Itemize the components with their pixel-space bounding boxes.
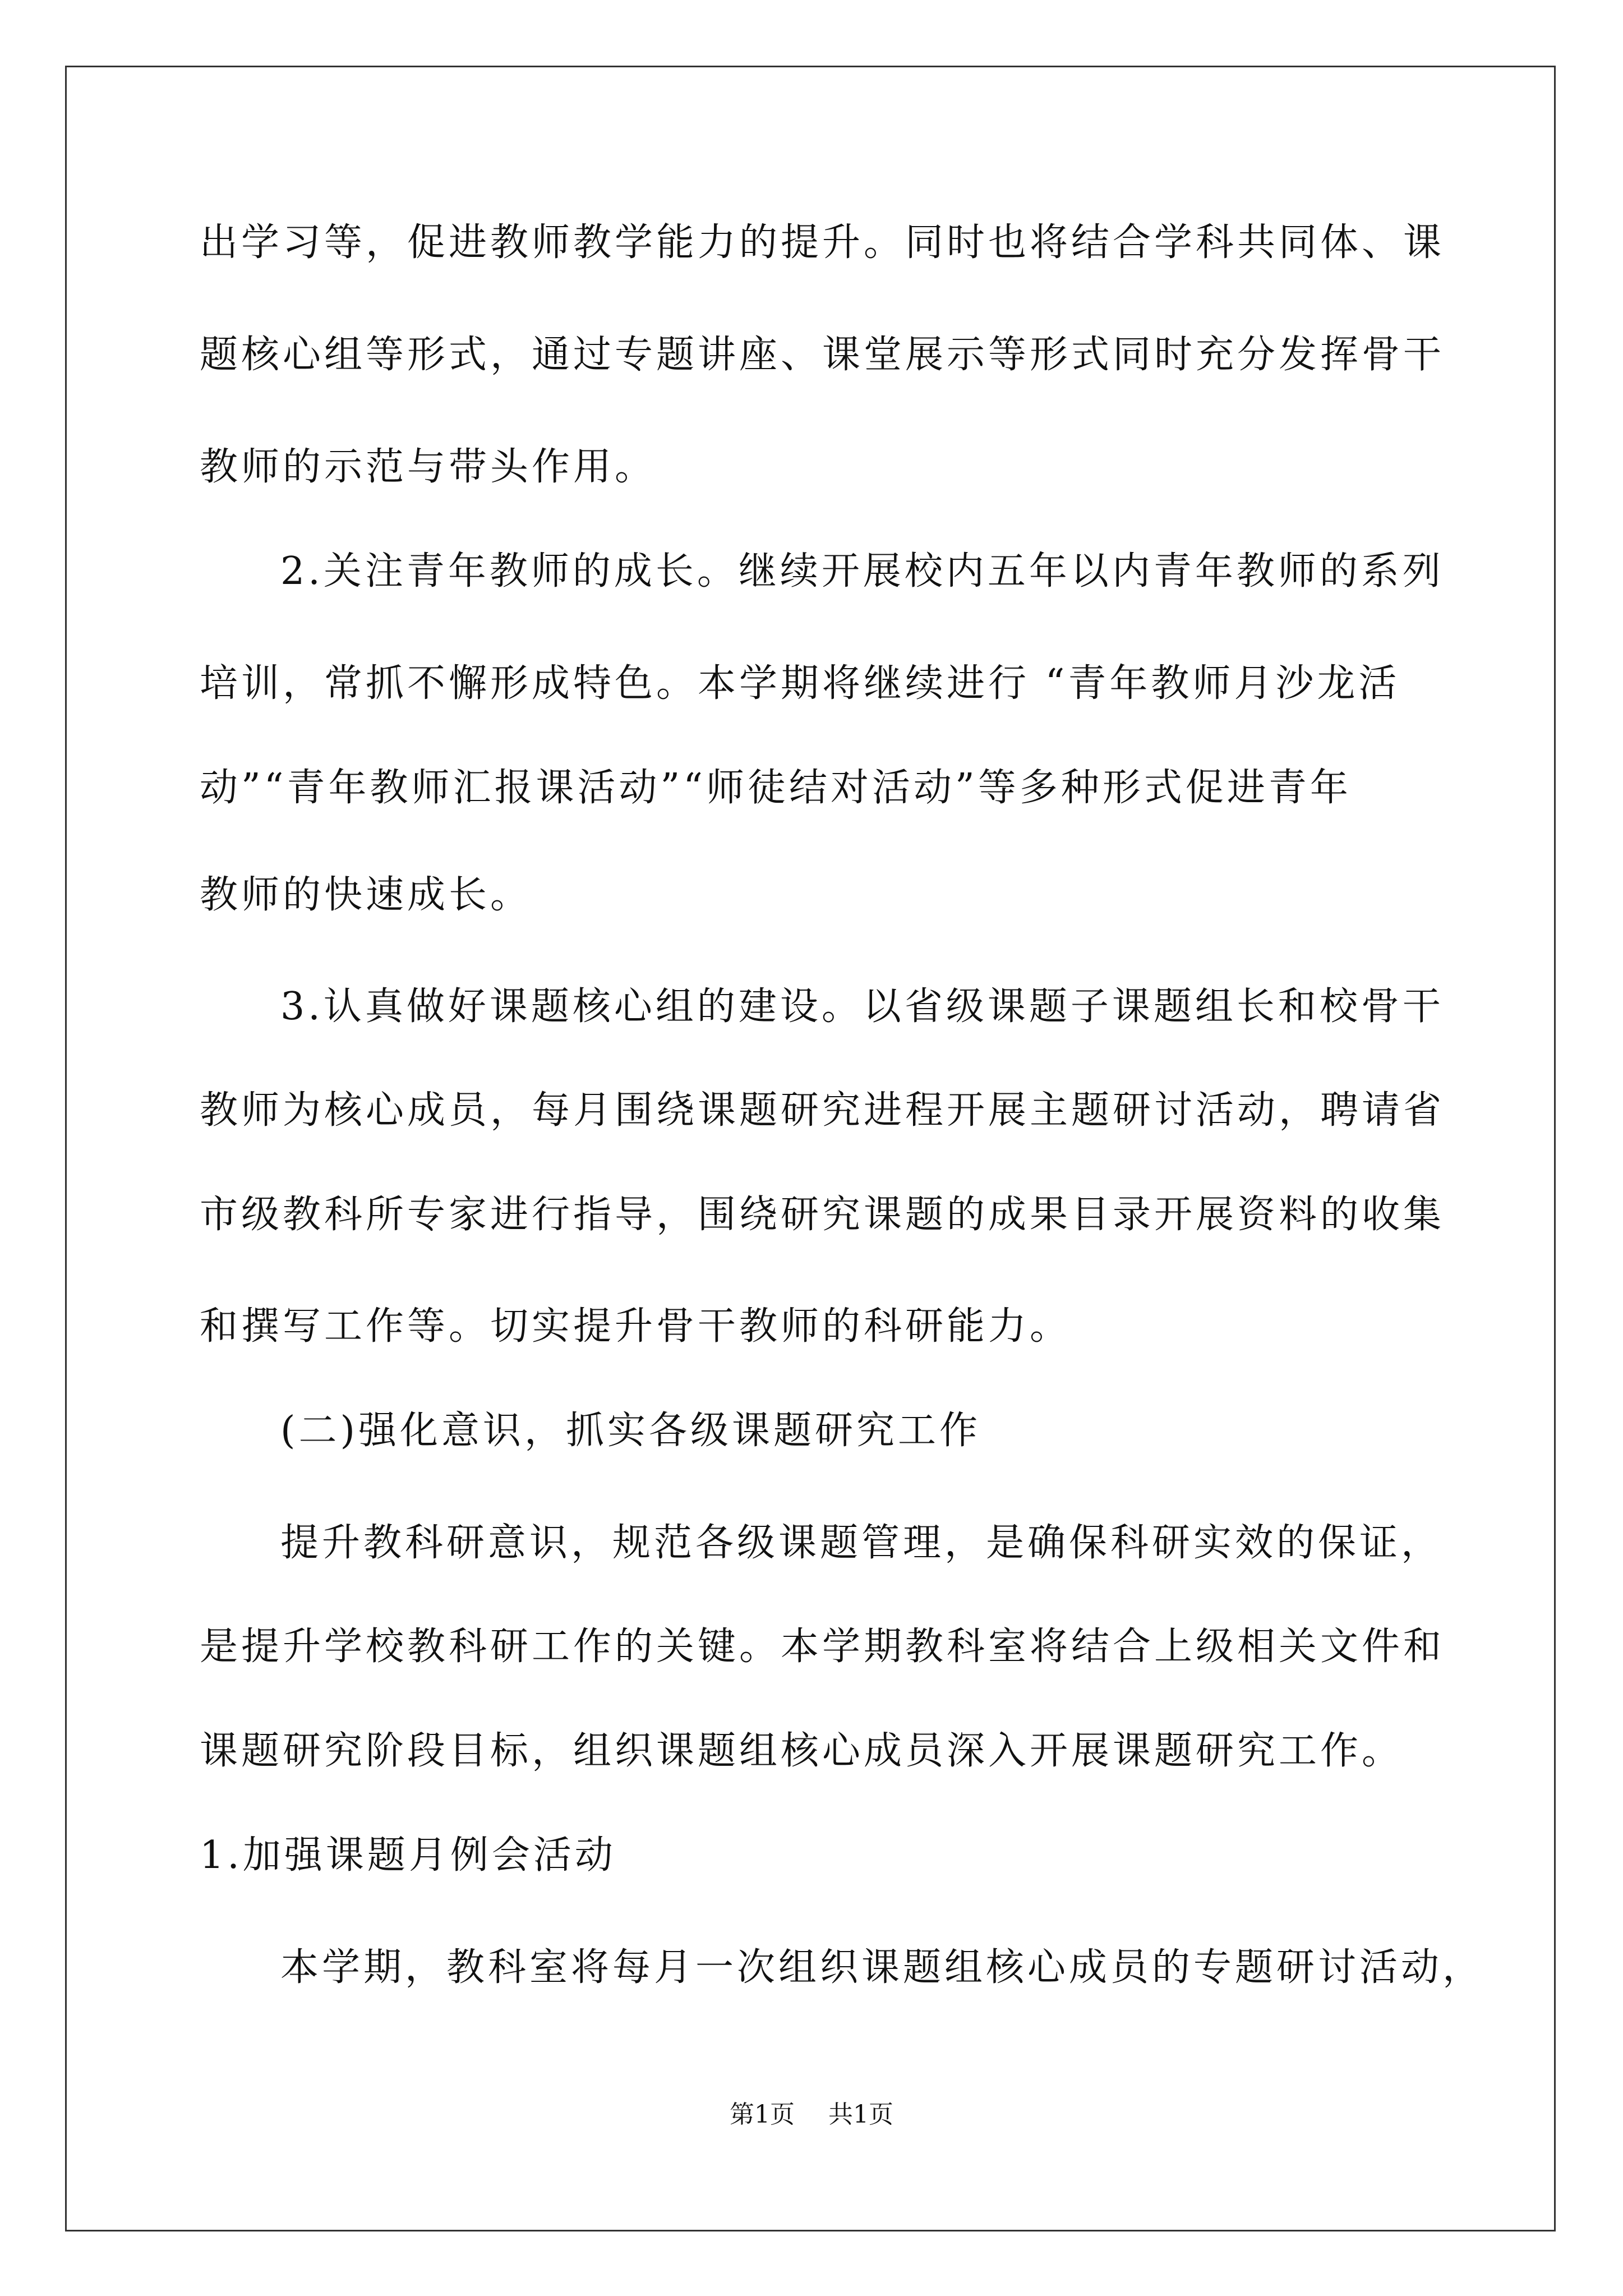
text-line: 教师的快速成长。 bbox=[200, 873, 532, 917]
text-line: 培训，常抓不懈形成特色。本学期将继续进行 “青年教师月沙龙活 bbox=[200, 661, 1400, 706]
text-line: 本学期，教科室将每月一次组织课题组核心成员的专题研讨活动， bbox=[280, 1945, 1484, 1990]
text-line: 课题研究阶段目标，组织课题组核心成员深入开展课题研究工作。 bbox=[200, 1729, 1404, 1773]
text-line: 题核心组等形式，通过专题讲座、课堂展示等形式同时充分发挥骨干 bbox=[200, 333, 1445, 377]
text-line: 1.加强课题月例会活动 bbox=[200, 1833, 616, 1878]
text-line: 教师的示范与带头作用。 bbox=[200, 445, 657, 489]
text-line: 2.关注青年教师的成长。继续开展校内五年以内青年教师的系列 bbox=[280, 549, 1444, 593]
text-line: (二)强化意识，抓实各级课题研究工作 bbox=[280, 1409, 981, 1453]
text-line: 动”“青年教师汇报课活动”“师徒结对活动”等多种形式促进青年 bbox=[200, 766, 1352, 810]
text-line: 提升教科研意识，规范各级课题管理，是确保科研实效的保证， bbox=[280, 1521, 1443, 1565]
text-line: 和撰写工作等。切实提升骨干教师的科研能力。 bbox=[200, 1304, 1072, 1349]
page-footer bbox=[0, 2098, 1623, 2132]
page-number: 第1页 bbox=[730, 2100, 795, 2129]
text-line: 教师为核心成员，每月围绕课题研究进程开展主题研讨活动，聘请省 bbox=[200, 1088, 1445, 1133]
text-line: 市级教科所专家进行指导，围绕研究课题的成果目录开展资料的收集 bbox=[200, 1193, 1445, 1237]
page-total: 共1页 bbox=[828, 2100, 893, 2129]
text-line: 3.认真做好课题核心组的建设。以省级课题子课题组长和校骨干 bbox=[280, 984, 1444, 1029]
text-line: 出学习等，促进教师教学能力的提升。同时也将结合学科共同体、课 bbox=[200, 220, 1445, 265]
text-line: 是提升学校教科研工作的关键。本学期教科室将结合上级相关文件和 bbox=[200, 1625, 1445, 1669]
